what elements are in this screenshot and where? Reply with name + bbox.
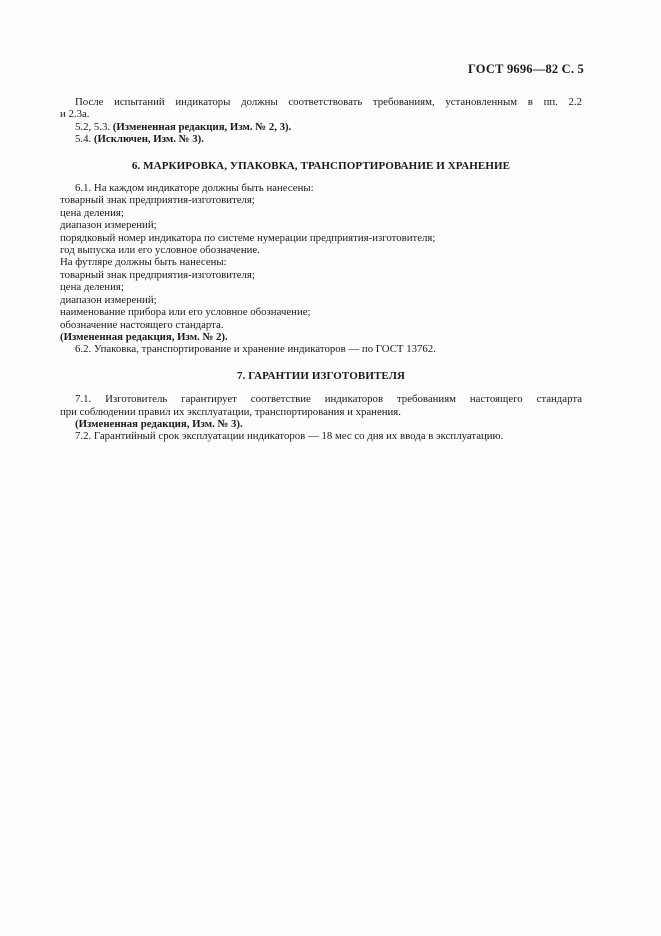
section-6-change-note: (Измененная редакция, Изм. № 2). (60, 330, 228, 343)
clause-5-4 (60, 133, 582, 145)
clause-7-1-line1: 7.1. Изготовитель гарантирует соответствие индикаторов требованиям настоящего стандарта (75, 393, 582, 406)
clause-5-2 (60, 121, 582, 133)
case-marking-item: цена деления; (60, 281, 124, 294)
clause-7-2: 7.2. Гарантийный срок эксплуатации индикаторов — 18 мес со дня их ввода в эксплуатацию. (75, 430, 504, 443)
case-marking-item: диапазон измерений; (60, 293, 157, 306)
document-body (60, 96, 582, 443)
clause-6-1: 6.1. На каждом индикаторе должны быть нанесены: (75, 182, 314, 195)
marking-item: диапазон измерений; (60, 219, 157, 232)
page-header: ГОСТ 9696—82 С. 5 (467, 62, 584, 76)
section-6-title: 6. МАРКИРОВКА, УПАКОВКА, ТРАНСПОРТИРОВАНИЕ И ХРАНЕНИЕ (131, 159, 511, 172)
marking-item: цена деления; (60, 206, 124, 219)
marking-item: товарный знак предприятия-изготовителя; (60, 194, 255, 207)
section-7-change-note: (Измененная редакция, Изм. № 3). (75, 417, 243, 430)
case-marking-intro: На футляре должны быть нанесены: (60, 256, 227, 269)
clause-5-2-number: 5.2, 5.3. (75, 120, 113, 133)
case-marking-item: наименование прибора или его условное обозначение; (60, 306, 311, 319)
clause-7-1-line2: при соблюдении правил их эксплуатации, транспортирования и хранения. (60, 405, 401, 418)
section-7-title: 7. ГАРАНТИИ ИЗГОТОВИТЕЛЯ (236, 369, 406, 382)
marking-item: год выпуска или его условное обозначение. (60, 244, 260, 257)
clause-5-4-change-note: (Исключен, Изм. № 3). (93, 133, 204, 146)
case-marking-item: товарный знак предприятия-изготовителя; (60, 268, 255, 281)
clause-6-2: 6.2. Упаковка, транспортирование и хранение индикаторов — по ГОСТ 13762. (75, 343, 436, 356)
case-marking-item: обозначение настоящего стандарта. (60, 318, 224, 331)
marking-item: порядковый номер индикатора по системе нумерации предприятия-изготовителя; (60, 231, 436, 244)
paragraph-after-tests-line2: и 2.3а. (60, 108, 90, 121)
clause-5-4-number: 5.4. (75, 133, 94, 146)
paragraph-after-tests-line1: После испытаний индикаторы должны соответствовать требованиям, установленным в пп. 2.2 (75, 96, 582, 108)
clause-5-2-change-note: (Измененная редакция, Изм. № 2, 3). (112, 120, 292, 133)
